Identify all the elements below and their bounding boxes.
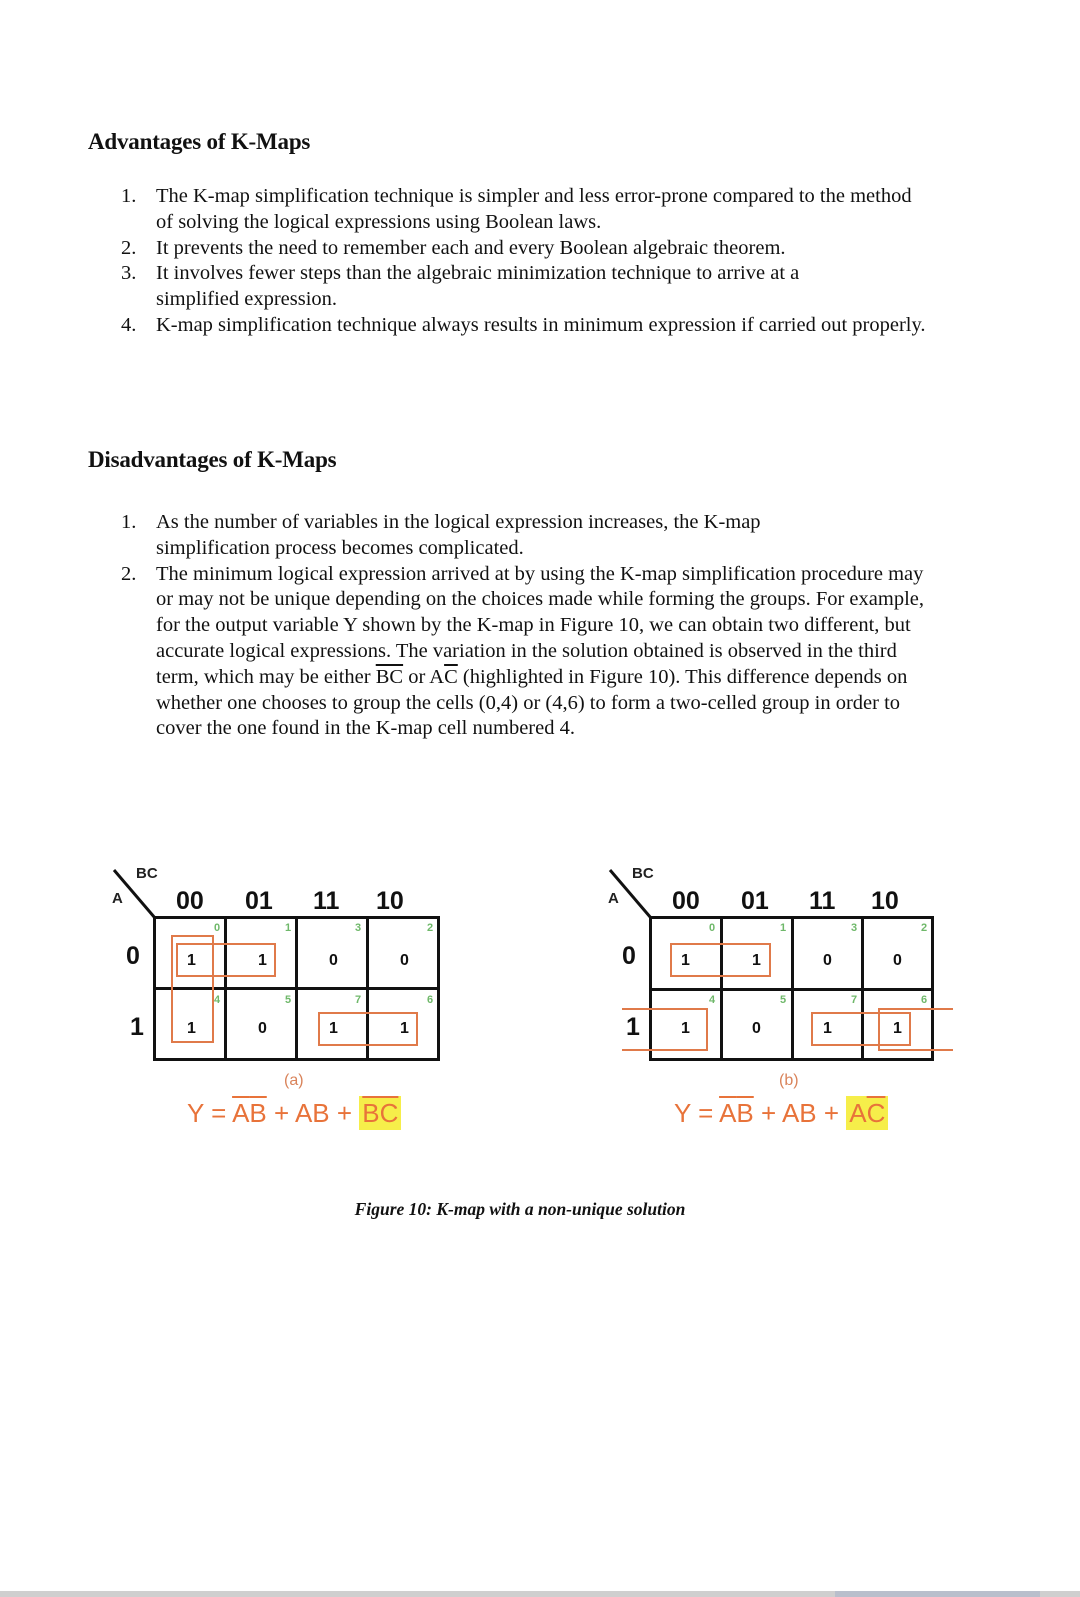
list-item: 1. As the number of variables in the logical expression increases, the K-map simplification process becomes complicated.: [121, 511, 761, 559]
cell-value: 0: [400, 952, 409, 969]
cell-index: 7: [355, 994, 362, 1006]
cell-value: 1: [400, 1020, 409, 1037]
cell-index: 4: [214, 994, 221, 1006]
col-label: 11: [313, 887, 340, 915]
highlighted-term: $\overline{BC}$: [359, 1096, 401, 1130]
cell-value: 1: [187, 1020, 196, 1037]
col-label: 10: [376, 887, 404, 915]
col-var-label: BC: [632, 865, 654, 882]
advantages-heading: Advantages of K-Maps: [88, 129, 311, 154]
cell-value: 0: [329, 952, 338, 969]
col-label: 11: [809, 887, 836, 915]
col-label: 10: [871, 887, 899, 915]
kmap-sublabel: (b): [779, 1072, 799, 1089]
cell-value: 1: [823, 1020, 832, 1037]
group-outline: [176, 943, 276, 977]
list-item: 3. It involves fewer steps than the algebraic minimization technique to arrive at a simplified expression.: [121, 262, 800, 311]
group-outline: [318, 1012, 418, 1046]
disadvantages-list: [0, 510, 1000, 742]
cell-index: 1: [780, 922, 787, 934]
col-label: 01: [245, 887, 273, 915]
cell-value: 1: [681, 952, 690, 969]
group-wrap-line: [936, 1049, 953, 1051]
group-wrap-line: [936, 1008, 953, 1010]
cell-value: 0: [893, 952, 902, 969]
cell-index: 5: [780, 994, 787, 1006]
row-var-label: A: [608, 890, 619, 907]
group-wrap-line: [622, 1008, 642, 1010]
cell-index: 2: [427, 922, 434, 934]
col-label: 01: [741, 887, 769, 915]
list-item: 1. The K-map simplification technique is simpler and less error-prone compared to the method of solving the logical expressions using Boolean laws.: [121, 185, 912, 233]
group-wrap-line: [622, 1049, 642, 1051]
cell-index: 3: [851, 922, 858, 934]
cell-index: 5: [285, 994, 292, 1006]
equation-a: $Y = \overline{A}\overline{B}$ + AB + $\overline{BC}$: [187, 1098, 401, 1129]
horizontal-scrollbar[interactable]: [0, 1591, 1080, 1597]
cell-index: 6: [921, 994, 928, 1006]
col-label: 00: [176, 887, 204, 915]
advantages-list: [0, 184, 1000, 339]
cell-index: 2: [921, 922, 928, 934]
cell-index: 3: [355, 922, 362, 934]
col-label: 00: [672, 887, 700, 915]
row-label: 0: [622, 942, 636, 970]
list-item: 2. The minimum logical expression arrived at by using the K-map simplification procedure may or may not be unique depending on the choices made while forming the groups. For example, for the output variable Y shown by the K-map in Figure 10, we can obtain two different, but accurate logical expressions. The variation in the solution obtained is observed in the third term, which may be either $\overline{BC}$ or $A\overline{C}$ (highlighted in Figure 10). This difference depends on whether one chooses to group the cells (0,4) or (4,6) to form a two-celled group in order to cover the one found in the K-map cell numbered 4.: [121, 562, 924, 740]
cell-value: 0: [752, 1020, 761, 1037]
equation-b: $Y = \overline{A}\overline{B}$ + AB + $A\overline{C}$: [674, 1098, 888, 1129]
cell-value: 1: [752, 952, 761, 969]
scrollbar-thumb[interactable]: [835, 1591, 1040, 1597]
cell-index: 1: [285, 922, 292, 934]
row-label: 0: [126, 942, 140, 970]
group-outline: [640, 1008, 708, 1051]
disadvantages-heading: Disadvantages of K-Maps: [88, 447, 337, 472]
figure-caption: Figure 10: K-map with a non-unique solution: [354, 1199, 686, 1219]
cell-value: 1: [329, 1020, 338, 1037]
cell-value: 1: [893, 1020, 902, 1037]
group-outline: [670, 943, 771, 977]
cell-index: 4: [709, 994, 716, 1006]
row-label: 1: [130, 1013, 144, 1041]
cell-index: 6: [427, 994, 434, 1006]
cell-value: 1: [187, 952, 196, 969]
cell-value: 0: [258, 1020, 267, 1037]
list-item: 4. K-map simplification technique always results in minimum expression if carried out properly.: [121, 313, 926, 336]
row-label: 1: [626, 1013, 640, 1041]
cell-value: 1: [681, 1020, 690, 1037]
term-b-bar: $\overline{BC}$: [375, 665, 404, 688]
col-var-label: BC: [136, 865, 158, 882]
kmap-sublabel: (a): [284, 1072, 304, 1089]
term-c-bar: $\overline{C}$: [444, 665, 458, 688]
cell-index: 0: [214, 922, 221, 934]
list-item: 2. It prevents the need to remember each and every Boolean algebraic theorem.: [121, 236, 786, 259]
highlighted-term: $A\overline{C}$: [846, 1096, 888, 1130]
row-var-label: A: [112, 890, 123, 907]
cell-index: 0: [709, 922, 716, 934]
cell-index: 7: [851, 994, 858, 1006]
cell-value: 1: [258, 952, 267, 969]
cell-value: 0: [823, 952, 832, 969]
group-outline: [878, 1008, 938, 1051]
